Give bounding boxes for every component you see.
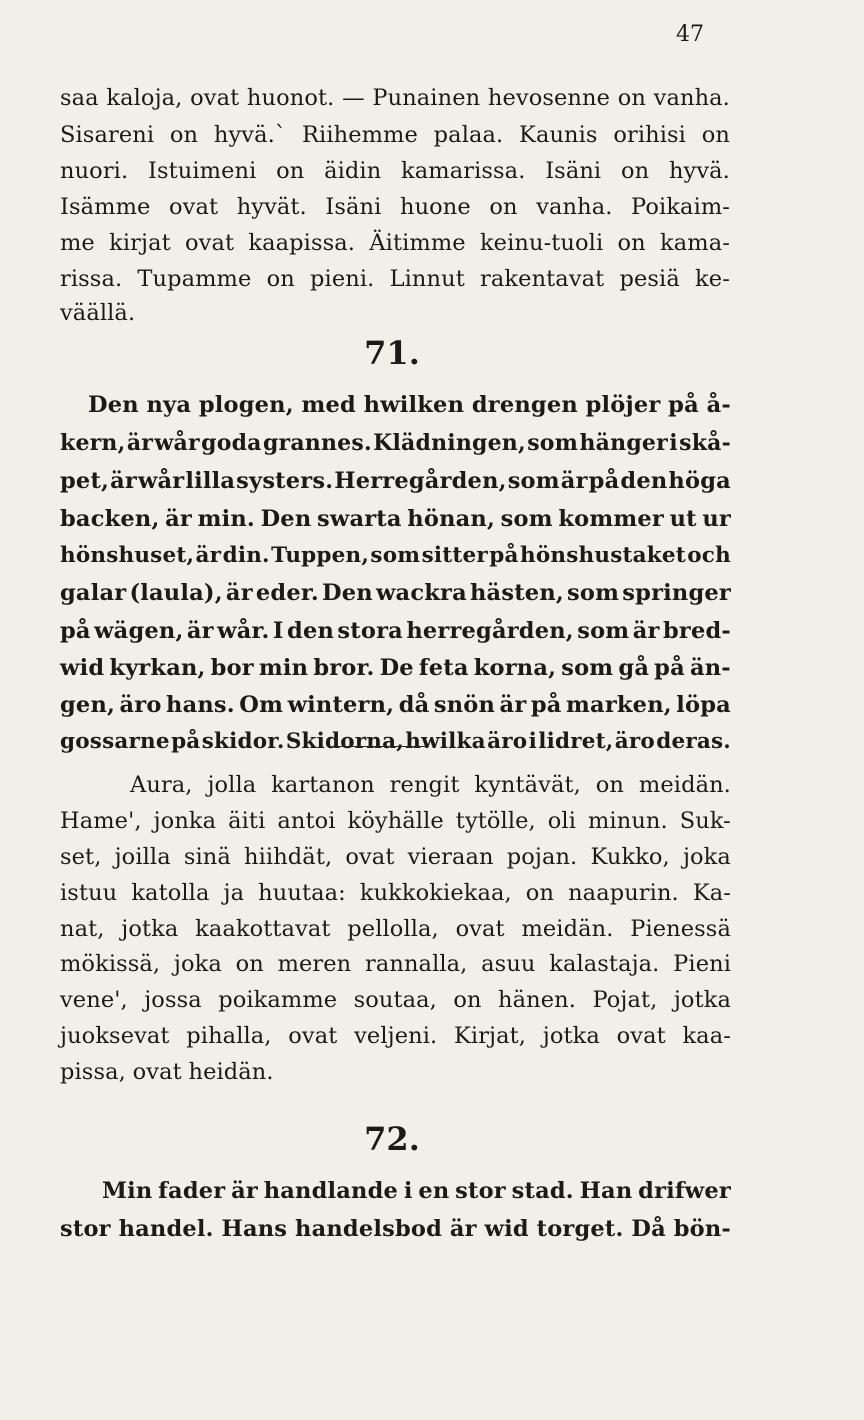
text-line: pet, är wår lilla systers. Herregården, som är på den höga [60, 468, 731, 494]
text-line: me kirjat ovat kaapissa. Äitimme keinu-tuoli on kama- [60, 230, 730, 256]
text-line: kern, är wår goda grannes. Klädningen, som hänger i skå- [60, 430, 731, 456]
text-line: väällä. [60, 300, 136, 326]
text-line: på wägen, är wår. I den stora herregården, som är bred- [60, 618, 731, 644]
text-line: mökissä, joka on meren rannalla, asuu kalastaja. Pieni [60, 951, 731, 977]
text-line: istuu katolla ja huutaa: kukkokiekaa, on naapurin. Ka- [60, 880, 731, 906]
page-number: 47 [676, 22, 704, 47]
text-line: pissa, ovat heidän. [60, 1059, 274, 1085]
text-line: Aura, jolla kartanon rengit kyntävät, on meidän. [130, 772, 731, 798]
text-line: stor handel. Hans handelsbod är wid torget. Då bön- [60, 1216, 731, 1242]
text-line: gossarne på skidor. Skidorna, hwilka äro i lidret, äro deras. [60, 729, 731, 754]
text-line: Isämme ovat hyvät. Isäni huone on vanha. Poikaim- [60, 194, 730, 220]
text-line: gen, äro hans. Om wintern, då snön är på marken, löpa [60, 692, 731, 718]
text-line: saa kaloja, ovat huonot. — Punainen hevosenne on vanha. [60, 85, 730, 111]
text-line: nat, jotka kaakottavat pellolla, ovat meidän. Pienessä [60, 916, 731, 942]
text-line: Sisareni on hyvä.` Riihemme palaa. Kaunis orihisi on [60, 122, 730, 148]
section-divider [332, 746, 426, 747]
text-line: set, joilla sinä hiihdät, ovat vieraan pojan. Kukko, joka [60, 844, 731, 870]
text-line: wid kyrkan, bor min bror. De feta korna, som gå på än- [60, 655, 731, 681]
text-line: vene', jossa poikamme soutaa, on hänen. Pojat, jotka [60, 987, 731, 1013]
text-line: galar (laula), är eder. Den wackra hästen, som springer [60, 580, 731, 606]
text-line: hönshuset, är din. Tuppen, som sitter på hönshustaket och [60, 543, 731, 568]
text-line: juoksevat pihalla, ovat veljeni. Kirjat, jotka ovat kaa- [60, 1023, 731, 1049]
section-number-71: 71. [364, 334, 420, 372]
text-line: Den nya plogen, med hwilken drengen plöjer på å- [88, 392, 731, 418]
text-line: Min fader är handlande i en stor stad. Han drifwer [102, 1178, 731, 1204]
section-number-72: 72. [364, 1120, 420, 1158]
text-line: rissa. Tupamme on pieni. Linnut rakentavat pesiä ke- [60, 266, 730, 292]
text-line: Hame', jonka äiti antoi köyhälle tytölle, oli minun. Suk- [60, 808, 731, 834]
text-line: backen, är min. Den swarta hönan, som kommer ut ur [60, 506, 731, 532]
text-line: nuori. Istuimeni on äidin kamarissa. Isäni on hyvä. [60, 158, 730, 184]
